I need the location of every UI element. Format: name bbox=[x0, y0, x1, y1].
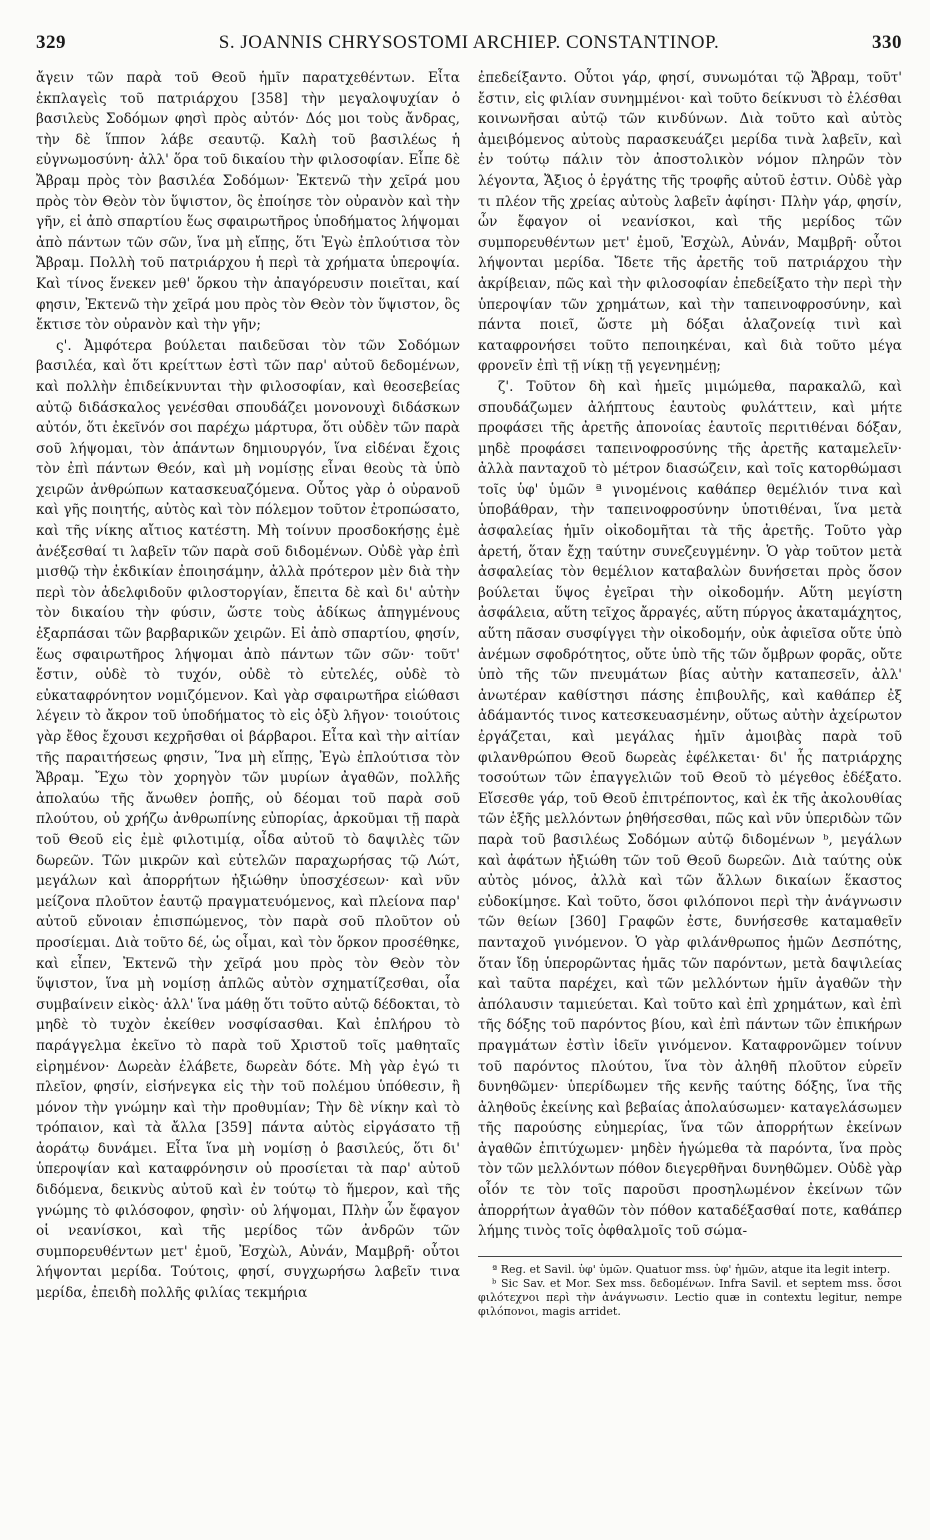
right-page-number: 330 bbox=[872, 32, 902, 53]
page-header bbox=[36, 32, 902, 58]
left-column bbox=[36, 68, 460, 1488]
right-column bbox=[478, 68, 902, 1488]
left-paragraph-2: ς'. Ἀμφότερα βούλεται παιδεῦσαι τὸν τῶν Σοδόμων βασιλέα, καὶ ὅτι κρείττων ἐστὶ τῶν παρ' αὐτοῦ δεδομένων, καὶ πολλὴν ἐπιδείκνυνται τὴν φιλοσοφίαν, καὶ θεοσεβείας αὐτῷ διδάσκαλος γενέσθαι σπουδάζει μονονουχὶ διδάσκων αὐτόν, ὅτι ἐκεῖνόν σοι παρέχω μάρτυρα, ὅτι οὐδὲν τῶν παρὰ σοῦ λήψομαι, τὸν ἁπάντων δημιουργόν, ἵνα εἰδέναι ἔχοις τὸν ἐπὶ πάντων Θεόν, καὶ μὴ νομίσῃς εἶναι θεοὺς τὰ ὑπὸ χειρῶν ἀνθρώπων κατασκευαζόμενα. Οὗτος γὰρ ὁ οὐρανοῦ καὶ γῆς ποιητής, αὐτὸς καὶ τὸν πόλεμον τοῦτον ἐτροπώσατο, καὶ τῆς νίκης αἴτιος κατέστη. Μὴ τοίνυν προσδοκήσῃς ἐμὲ ἀνέξεσθαί τι λαβεῖν τῶν παρὰ σοῦ διδομένων. Οὐδὲ γὰρ ἐπὶ μισθῷ τὴν ἐκδικίαν ἐποιησάμην, ἀλλὰ πρότερον μὲν διὰ τὴν περὶ τὸν ἀδελφιδοῦν φιλοστοργίαν, ἔπειτα δὲ καὶ δι' αὐτὴν τὸν δικαίου τὴν φύσιν, ὥστε τοὺς ἀδίκως ἀπηγμένους ἐξαρπάσαι τῶν βαρβαρικῶν χειρῶν. Εἰ ἀπὸ σπαρτίου, φησίν, ἕως σφαιρωτῆρος λήψομαι ἀπὸ πάντων τῶν σῶν· τοῦτ' ἔστιν, οὐδὲ τὸ τυχόν, οὐδὲ τὸ εὐτελές, οὐδὲ τὸ εὐκαταφρόνητον νομιζόμενον. Καὶ γὰρ σφαιρωτῆρα εἰώθασι λέγειν τὸ ἄκρον τοῦ ὑποδήματος τὸ εἰς ὀξὺ λῆγον· τοιούτοις γὰρ ἔθος ἔχουσι κεχρῆσθαι οἱ βάρβαροι. Εἶτα καὶ τὴν αἰτίαν τῆς παραιτήσεως φησιν, Ἵνα μὴ εἴπῃς, Ἐγὼ ἐπλούτισα τὸν Ἄβραμ. Ἔχω τὸν χορηγὸν τῶν μυρίων ἀγαθῶν, πολλῆς ἀπολαύω τῆς ἄνωθεν ῥοπῆς, οὐ δέομαι τοῦ παρὰ σοῦ πλούτου, οὐ χρήζω ἀνθρωπίνης εὐπορίας, ἀρκοῦμαι τῇ παρὰ τοῦ Θεοῦ εἰς ἐμὲ φιλοτιμίᾳ, οἶδα αὐτοῦ τὸ δαψιλὲς τῶν δωρεῶν. Τῶν μικρῶν καὶ εὐτελῶν παραχωρήσας τῷ Λώτ, μεγάλων καὶ ἀπορρήτων ἠξιώθην ὑποσχέσεων· καὶ νῦν μείζονα πλοῦτον ἑαυτῷ πραγματευόμενος, καὶ πλείονα παρ' αὐτοῦ εὔνοιαν ἐπισπώμενος, τὸν παρὰ σοῦ πλοῦτον οὐ προσίεμαι. Διὰ τοῦτο δέ, ὡς οἶμαι, καὶ τὸν ὅρκον προσέθηκε, καὶ εἶπεν, Ἐκτενῶ τὴν χεῖρά μου πρὸς τὸν Θεὸν τὸν ὕψιστον, ἵνα μὴ νομίσῃ ἁπλῶς αὐτὸν σχηματίζεσθαι, οἷα συμβαίνειν εἰκὸς· ἀλλ' ἵνα μάθῃ ὅτι τοῦτο αὐτῷ δέδοκται, τὸ μηδὲ τὸ τυχὸν ἐκείθεν νοσφίσασθαι. Καὶ ἐπλήρου τὸ παράγγελμα ἐκεῖνο τὸ παρὰ τοῦ Χριστοῦ τοῖς μαθηταῖς εἰρημένον· Δωρεὰν ἐλάβετε, δωρεὰν δότε. Μὴ γὰρ ἐγώ τι πλεῖον, φησίν, εἰσήνεγκα εἰς τὴν τοῦ πολέμου ὑπόθεσιν, ἢ μόνον τὴν γνώμην καὶ τὴν προθυμίαν; Τὴν δὲ νίκην καὶ τὸ τρόπαιον, καὶ τὰ ἄλλα [359] πάντα αὐτὸς εἰργάσατο τῇ ἀοράτῳ δυνάμει. Εἶτα ἵνα μὴ νομίσῃ ὁ βασιλεύς, ὅτι δι' ὑπεροψίαν καὶ καταφρόνησιν οὐ προσίεται τὰ παρ' αὐτοῦ διδόμενα, δεικνὺς αὐτοῦ καὶ ἐν τούτῳ τὸ ἥμερον, καὶ τῆς γνώμης τὸ φιλόσοφον, φησὶν· οὐ λήψομαι, Πλὴν ὧν ἔφαγον οἱ νεανίσκοι, καὶ τῆς μερίδος τῶν ἀνδρῶν τῶν συμπορευθέντων μετ' ἐμοῦ, Ἐσχὼλ, Αὐνάν, Μαμβρῆ· οὗτοι λήψονται μερίδα. Τούτοις, φησί, συγχωρήσω λαβεῖν τινα μερίδα, ἐπειδὴ πολλῆς φιλίας τεκμήρια bbox=[36, 337, 460, 1302]
footnotes bbox=[478, 1256, 902, 1319]
left-page-number: 329 bbox=[36, 32, 66, 53]
footnote-b: ᵇ Sic Sav. et Mor. Sex mss. δεδομένων. Infra Savil. et septem mss. ὅσοι φιλότεχνοι περὶ τὴν ἀνάγνωσιν. Lectio quæ in contextu legitur, nempe φιλόπονοι, magis arridet. bbox=[478, 1276, 902, 1318]
right-paragraph-2: ζ'. Τοῦτον δὴ καὶ ἡμεῖς μιμώμεθα, παρακαλῶ, καὶ σπουδάζωμεν ἀλήπτους ἑαυτοὺς φυλάττειν, καὶ μήτε προφάσει τῆς ἀρετῆς ἀπονοίας ἑαυτοῖς περιτιθέναι δόξαν, μηδὲ προφάσει ταπεινοφροσύνης τῆς ἀρετῆς καταμελεῖν· ἀλλὰ πανταχοῦ τὸ μέτρον διασώζειν, καὶ τοῖς κατορθώμασι τοῖς ὑφ' ὑμῶν ª γινομένοις καθάπερ θεμέλιόν τινα καὶ ὑποβάθραν, τὴν ταπεινοφροσύνην ὑποτιθέναι, ἵνα μετὰ ἀσφαλείας ἡμῖν οἰκοδομῆται τὰ τῆς ἀρετῆς. Τοῦτο γὰρ ἀρετή, ὅταν ἔχῃ ταύτην συνεζευγμένην. Ὁ γὰρ τοῦτον μετὰ ἀσφαλείας τὸν θεμέλιον καταβαλὼν δυνήσεται πρὸς ὅσον βούλεται ὕψος ἐγεῖραι τὴν οἰκοδομήν. Αὕτη μεγίστη ἀσφάλεια, αὕτη τεῖχος ἄρραγές, αὕτη πύργος ἀκαταμάχητος, αὕτη πᾶσαν συσφίγγει τὴν οἰκοδομήν, οὐκ ἀφιεῖσα οὔτε ὑπὸ ἀνέμων σφοδρότητος, οὔτε ὑπὸ τῆς τῶν ὄμβρων φορᾶς, οὔτε ὑπὸ τῆς τῶν πνευμάτων βίας αὐτὴν καταπεσεῖν, ἀλλ' ἀνωτέραν καθίστησι πάσης ἐπιβουλῆς, καὶ καθάπερ ἐξ ἀδάμαντός τινος κατεσκευασμένην, οὕτως αὐτὴν ἀχείρωτον ἐργάζεται, καὶ μεγάλας ἡμῖν ἀμοιβὰς παρὰ τοῦ φιλανθρώπου Θεοῦ δωρεὰς ἐφέλκεται· δι' ἧς πατριάρχης τοσούτων τῶν ἐπαγγελιῶν τοῦ Θεοῦ τὸ μέγεθος ἐδέξατο. Εἴσεσθε γάρ, τοῦ Θεοῦ ἐπιτρέποντος, καὶ ἐκ τῆς ἀκολουθίας τῶν ἑξῆς μελλόντων ῥηθήσεσθαι, πῶς καὶ νῦν ὑπεριδὼν τῶν παρὰ τοῦ βασιλέως Σοδόμων αὐτῷ διδομένων ᵇ, μεγάλων καὶ ἀφάτων ἠξιώθη τῶν τοῦ Θεοῦ δωρεῶν. Διὰ ταύτης οὐκ αὐτὸς μόνος, ἀλλὰ καὶ τῶν ἄλλων δικαίων ἕκαστος εὐδοκίμησε. Καὶ τοῦτο, ὅσοι φιλόπονοι περὶ τὴν ἀνάγνωσιν τῶν θείων [360] Γραφῶν ἐστε, δυνήσεσθε καταμαθεῖν πανταχοῦ γινόμενον. Ὁ γὰρ φιλάνθρωπος ἡμῶν Δεσπότης, ὅταν ἴδῃ ὑπερορῶντας ἡμᾶς τῶν παρόντων, μετὰ δαψιλείας καὶ ταῦτα παρέχει, καὶ τῶν μελλόντων ἡμῖν ἀγαθῶν τὴν ἀπόλαυσιν ταμιεύεται. Καὶ τοῦτο καὶ ἐπὶ χρημάτων, καὶ ἐπὶ τῆς δόξης τοῦ παρόντος βίου, καὶ ἐπὶ πάντων τῶν ἐπικήρων πραγμάτων ἐστὶν ἰδεῖν γινόμενον. Καταφρονῶμεν τοίνυν τοῦ παρόντος πλούτου, ἵνα τὸν ἀληθῆ πλοῦτον εὑρεῖν δυνηθῶμεν· ὑπερίδωμεν τῆς κενῆς ταύτης δόξης, ἵνα τῆς ἀληθοῦς ἐκείνης καὶ βεβαίας ἀπολαύσωμεν· καταγελάσωμεν τῆς παρούσης εὐημερίας, ἵνα τῶν ἀπορρήτων ἐκείνων ἀγαθῶν ἐπιτύχωμεν· μηδὲν ἡγώμεθα τὰ παρόντα, ἵνα πρὸς τὸν τῶν μελλόντων πόθον διεγερθῆναι δυνηθῶμεν. Οὐδὲ γὰρ οἷόν τε τὸν τοῖς παροῦσι προσηλωμένον ἐκείνων τῶν ἀπορρήτων ἀγαθῶν τὸν πόθον καταδέξασθαί ποτε, καθάπερ λήμης τινὸς τοῖς ὀφθαλμοῖς τοῦ σώμα- bbox=[478, 378, 902, 1240]
footnote-a: ª Reg. et Savil. ὑφ' ὑμῶν. Quatuor mss. ὑφ' ἡμῶν, atque ita legit interp. bbox=[492, 1262, 891, 1276]
right-paragraph-1: ἐπεδείξαντο. Οὗτοι γάρ, φησί, συνωμόται τῷ Ἄβραμ, τοῦτ' ἔστιν, εἰς φιλίαν συνημμένοι· καὶ τοῦτο δείκνυσι τὸ ἐλέσθαι κοινωνῆσαι αὐτῷ τῶν κινδύνων. Διὰ τοῦτο καὶ αὐτὸς ἀμειβόμενος αὐτοὺς παρασκευάζει μερίδα τινὰ λαβεῖν, καὶ ἐν τούτῳ πάλιν τὸν ἀποστολικὸν νόμον πληρῶν τὸν λέγοντα, Ἄξιος ὁ ἐργάτης τῆς τροφῆς αὐτοῦ ἐστιν. Οὐδὲ γὰρ τι πλέον τῆς χρείας αὐτοὺς λαβεῖν ἀφίησι· Πλὴν γάρ, φησίν, ὧν ἔφαγον οἱ νεανίσκοι, καὶ τῆς μερίδος τῶν συμπορευθέντων μετ' ἐμοῦ, Ἐσχὼλ, Αὐνάν, Μαμβρῆ· οὗτοι λήψονται μερίδα. Ἴδετε τῆς ἀρετῆς τοῦ πατριάρχου τὴν ἀκρίβειαν, πῶς καὶ τὴν φιλοσοφίαν ἐπεδείξατο τὴν περὶ τὴν ὑπεροψίαν τῶν χρημάτων, καὶ τὴν ταπεινοφροσύνην, καὶ πάντα ποιεῖ, ὥστε μὴ δόξαι ἀλαζονείᾳ τινὶ καὶ καταφρονήσει τοῦτο πεποιηκέναι, καὶ διὰ τοῦτο μέγα φρονεῖν ἐπὶ τῇ νίκῃ τῇ γεγενημένῃ; bbox=[478, 70, 902, 375]
text-columns bbox=[36, 68, 902, 1488]
left-paragraph-1: ἄγειν τῶν παρὰ τοῦ Θεοῦ ἡμῖν παρατχεθέντων. Εἶτα ἐκπλαγεὶς τοῦ πατριάρχου [358] τὴν μεγαλοψυχίαν ὁ βασιλεὺς Σοδόμων φησὶ πρὸς αὐτόν· Δός μοι τοὺς ἄνδρας, τὴν δὲ ἵππον λάβε σεαυτῷ. Καλὴ τοῦ βασιλέως ἡ εὐγνωμοσύνη· ἀλλ' ὅρα τοῦ δικαίου τὴν φιλοσοφίαν. Εἶπε δὲ Ἄβραμ πρὸς τὸν βασιλέα Σοδόμων· Ἐκτενῶ τὴν χεῖρά μου πρὸς τὸν Θεὸν τὸν ὕψιστον, ὃς ἐποίησε τὸν οὐρανὸν καὶ τὴν γῆν, εἰ ἀπὸ σπαρτίου ἕως σφαιρωτῆρος ὑποδήματος λήψομαι ἀπὸ πάντων τῶν σῶν, ἵνα μὴ εἴπῃς, ὅτι Ἐγὼ ἐπλούτισα τὸν Ἄβραμ. Πολλὴ τοῦ πατριάρχου ἡ περὶ τὰ χρήματα ὑπεροψία. Καὶ τίνος ἕνεκεν μεθ' ὅρκου τὴν ἀπαγόρευσιν ποιεῖται, καί φησιν, Ἐκτενῶ τὴν χεῖρά μου πρὸς τὸν Θεὸν τὸν ὕψιστον, ὃς ἔκτισε τὸν οὐρανὸν καὶ τὴν γῆν; bbox=[36, 70, 460, 334]
running-title: S. JOANNIS CHRYSOSTOMI ARCHIEP. CONSTANTINOP. bbox=[218, 32, 720, 53]
